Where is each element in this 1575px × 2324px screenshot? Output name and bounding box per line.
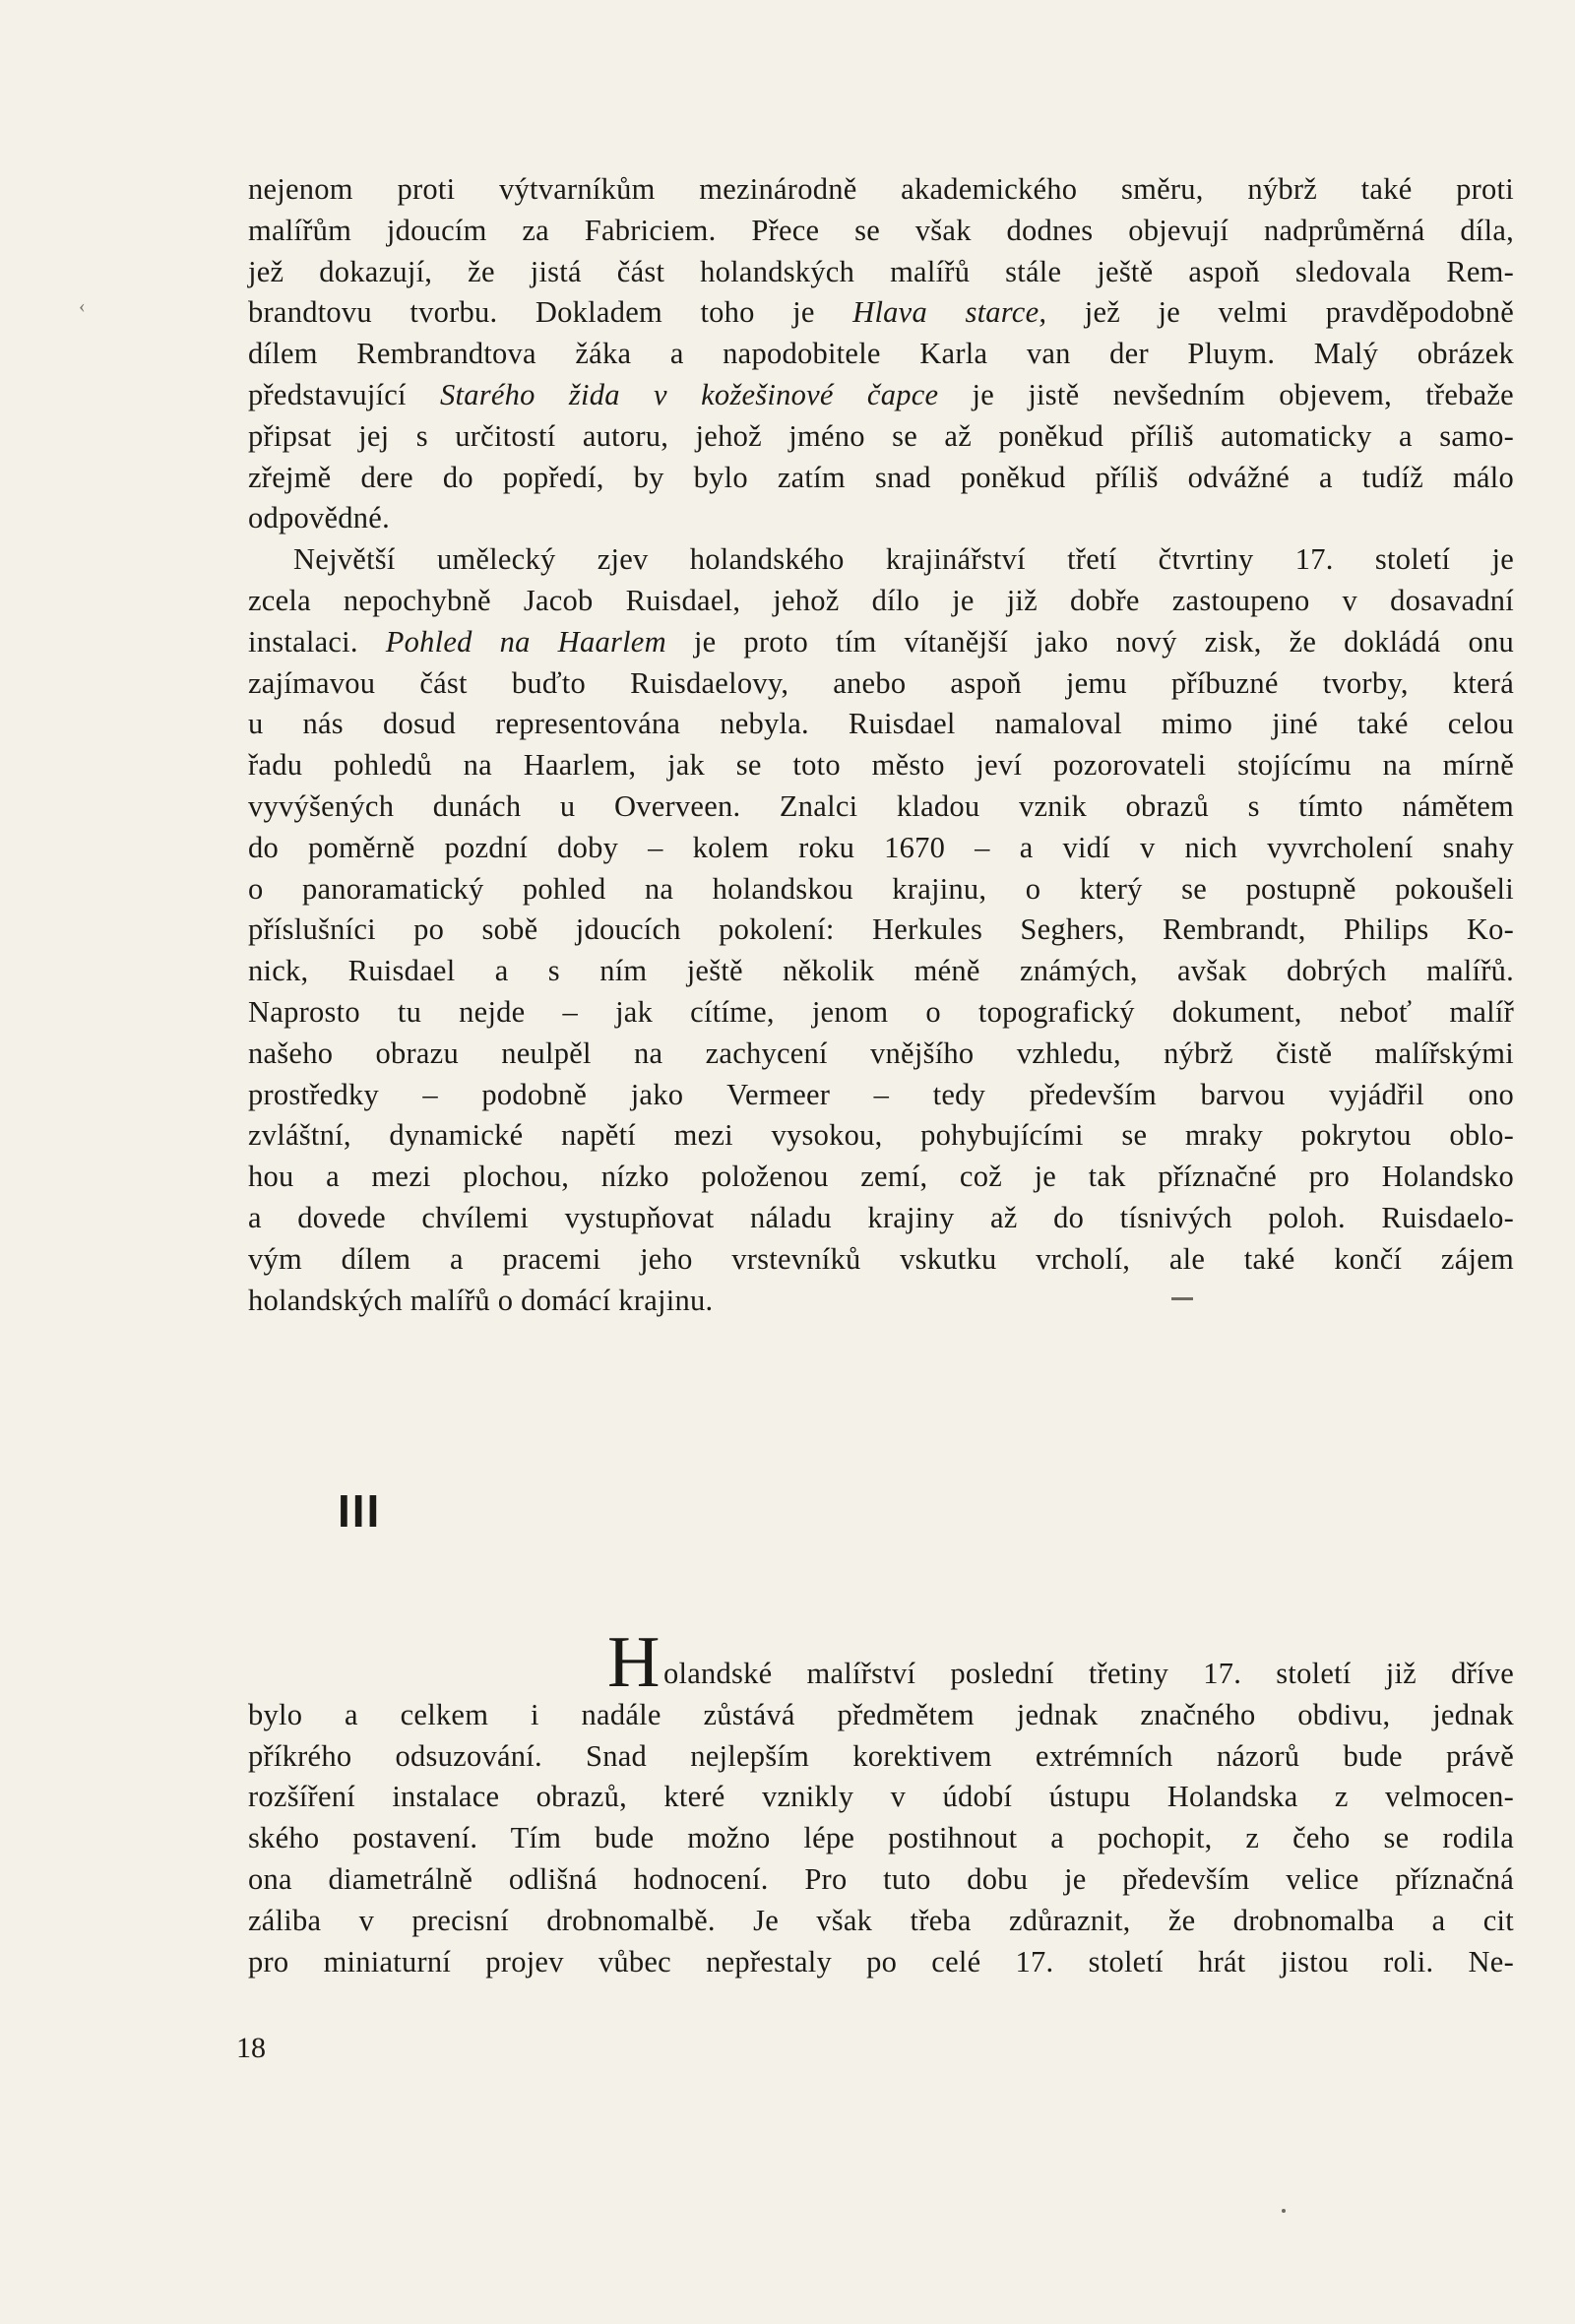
text-line: dílem Rembrandtova žáka a napodobitele Karla van der Pluym. Malý obrázek (248, 337, 1514, 371)
text-line: do poměrně pozdní doby – kolem roku 1670 – a vidí v nich vyvrcholení snahy (248, 830, 1514, 864)
text-line: zajímavou část buďto Ruisdaelovy, anebo aspoň jemu příbuzné tvorby, která (248, 665, 1514, 700)
text-line: prostředky – podobně jako Vermeer – tedy především barvou vyjádřil ono (248, 1077, 1514, 1111)
paragraph-3 (248, 1695, 1514, 1983)
text-line: zřejmě dere do popředí, by bylo zatím snad poněkud příliš odvážné a tudíž málo (248, 460, 1514, 494)
paragraph-2 (248, 539, 1514, 1321)
text-line: vým dílem a pracemi jeho vrstevníků vskutku vrcholí, ale také končí zájem (248, 1241, 1514, 1276)
text-line: představující Starého žida v kožešinové čapce je jistě nevšedním objevem, třebaže (248, 377, 1514, 411)
text-line: hou a mezi plochou, nízko položenou zemí, což je tak příznačné pro Holandsko (248, 1160, 1514, 1194)
printing-dot (1282, 2209, 1286, 2213)
section-number: III (338, 1485, 382, 1537)
text-line: nick, Ruisdael a s ním ještě několik méně známých, avšak dobrých malířů. (248, 954, 1514, 988)
text-line: řadu pohledů na Haarlem, jak se toto město jeví pozorovateli stojícímu na mírně (248, 748, 1514, 783)
text-line: Největší umělecký zjev holandského krajinářství třetí čtvrtiny 17. století je (293, 542, 1514, 577)
page-number: 18 (236, 2032, 266, 2064)
text-line: o panoramatický pohled na holandskou krajinu, o který se postupně pokoušeli (248, 871, 1514, 906)
text-line: odpovědné. (248, 501, 390, 535)
text-line: zcela nepochybně Jacob Ruisdael, jehož dílo je již dobře zastoupeno v dosavadní (248, 583, 1514, 617)
text-line: holandských malířů o domácí krajinu. (248, 1283, 714, 1317)
text-line: Naprosto tu nejde – jak cítíme, jenom o topografický dokument, neboť malíř (248, 994, 1514, 1029)
text-line: připsat jej s určitostí autoru, jehož jméno se až poněkud příliš automaticky a samo- (248, 418, 1514, 453)
body-text-upper (248, 169, 1514, 1321)
text-line: ského postavení. Tím bude možno lépe postihnout a pochopit, z čeho se rodila (248, 1821, 1514, 1855)
text-line: příkrého odsuzování. Snad nejlepším korektivem extrémních názorů bude právě (248, 1738, 1514, 1773)
text-line: a dovede chvílemi vystupňovat náladu krajiny až do tísnivých poloh. Ruisdaelo- (248, 1200, 1514, 1234)
text-line: brandtovu tvorbu. Dokladem toho je Hlava starce, jež je velmi pravděpodobně (248, 295, 1514, 330)
body-text-lower (248, 1622, 1514, 1982)
text-line: ona diametrálně odlišná hodnocení. Pro tuto dobu je především velice příznačná (248, 1861, 1514, 1896)
italic-title: Hlava starce, (852, 295, 1047, 330)
first-line-text: olandské malířství poslední třetiny 17. století již dříve (663, 1657, 1514, 1690)
paragraph-3-first-line (248, 1622, 1514, 1703)
text-line: u nás dosud representována nebyla. Ruisdael namaloval mimo jiné také celou (248, 707, 1514, 741)
italic-title: Pohled na Haarlem (385, 624, 666, 659)
text-line: zvláštní, dynamické napětí mezi vysokou, pohybujícími se mraky pokrytou oblo- (248, 1118, 1514, 1153)
italic-title: Starého žida v kožešinové čapce (440, 377, 939, 411)
text-line: příslušníci po sobě jdoucích pokolení: Herkules Seghers, Rembrandt, Philips Ko- (248, 912, 1514, 947)
text-line: bylo a celkem i nadále zůstává předmětem jednak značného obdivu, jednak (248, 1697, 1514, 1731)
text-line: vyvýšených dunách u Overveen. Znalci kladou vznik obrazů s tímto námětem (248, 788, 1514, 823)
printing-mark (1171, 1297, 1193, 1300)
text-line: malířům jdoucím za Fabriciem. Přece se však dodnes objevují nadprůměrná díla, (248, 213, 1514, 247)
text-line: nejenom proti výtvarníkům mezinárodně akademického směru, nýbrž také proti (248, 172, 1514, 206)
paragraph-1 (248, 169, 1514, 539)
text-line: našeho obrazu neulpěl na zachycení vnějšího vzhledu, nýbrž čistě malířskými (248, 1036, 1514, 1070)
text-line: pro miniaturní projev vůbec nepřestaly po celé 17. století hrát jistou roli. Ne- (248, 1944, 1514, 1979)
margin-mark: ‹ (79, 295, 86, 317)
text-line: záliba v precisní drobnomalbě. Je však třeba zdůraznit, že drobnomalba a cit (248, 1903, 1514, 1937)
drop-cap: H (607, 1622, 661, 1703)
text-line: rozšíření instalace obrazů, které vznikly v údobí ústupu Holandska z velmocen- (248, 1780, 1514, 1814)
text-line: instalaci. Pohled na Haarlem je proto tím vítanější jako nový zisk, že dokládá onu (248, 624, 1514, 659)
text-line: jež dokazují, že jistá část holandských malířů stále ještě aspoň sledovala Rem- (248, 254, 1514, 288)
